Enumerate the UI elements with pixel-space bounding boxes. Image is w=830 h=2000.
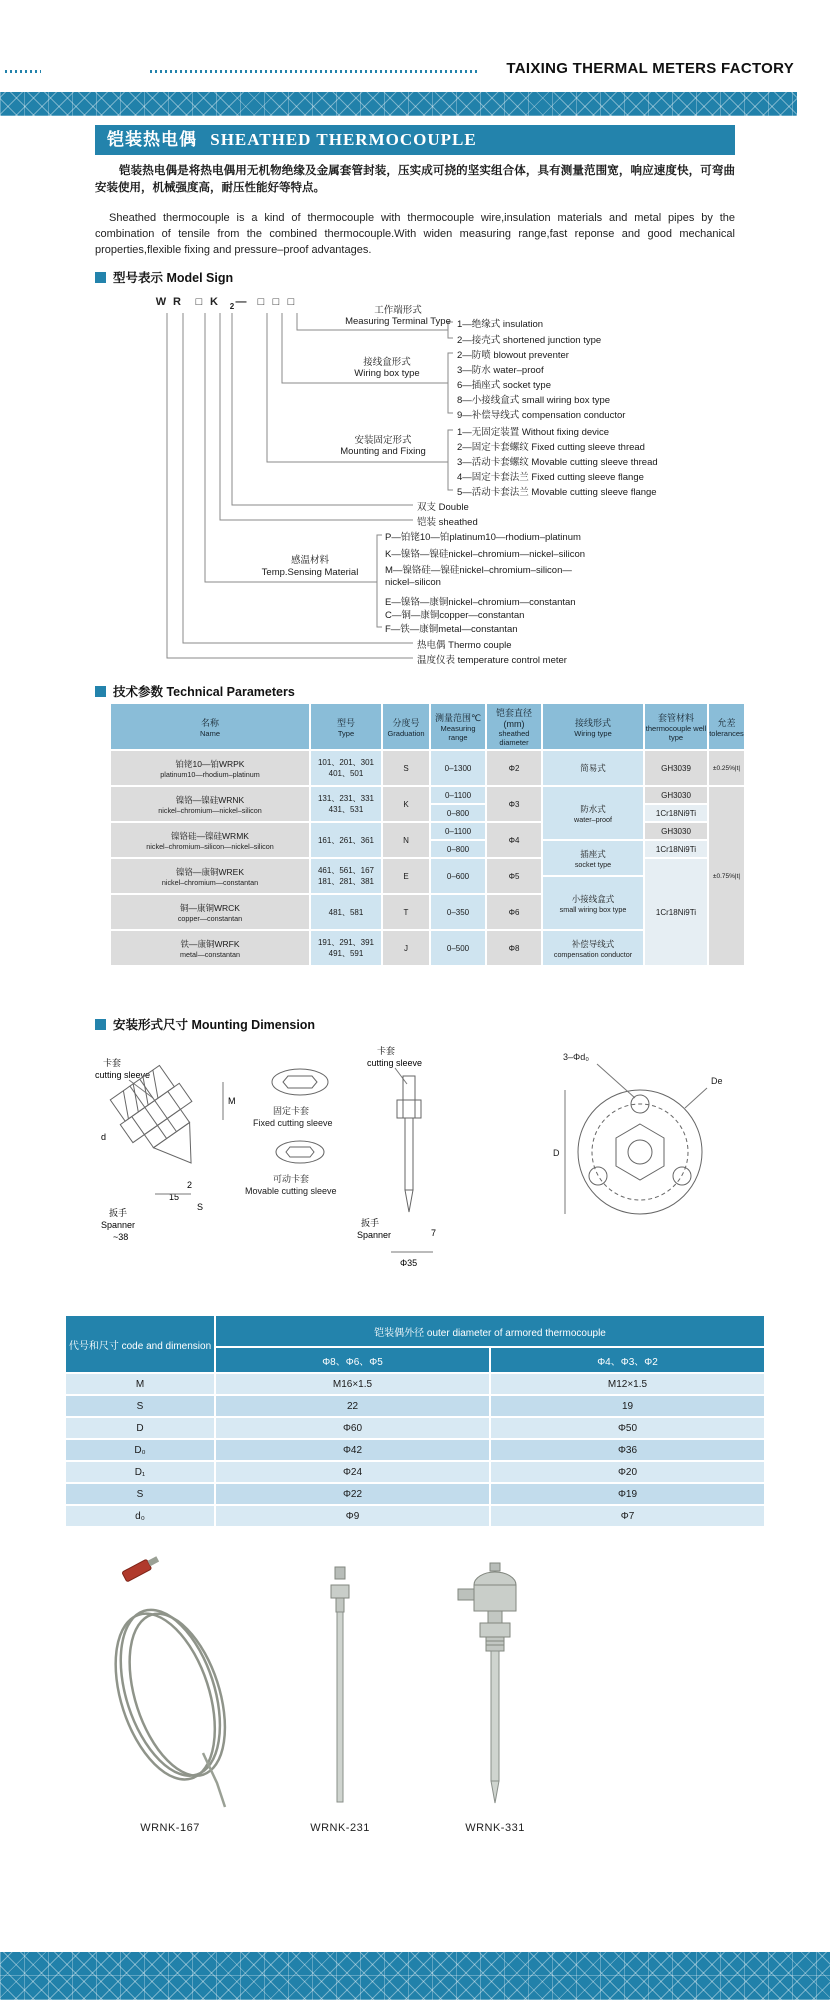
cell-range: 0–600 — [430, 858, 486, 894]
model-code-char: □ — [195, 296, 203, 308]
wiring-item: 6—插座式 socket type — [457, 380, 551, 391]
mounting-dimension-drawings — [95, 1040, 740, 1290]
column-range: 测量范围℃ Measuring range 0–1300 0–1100 0–800 0–1100 0–800 0–600 0–350 0–500 — [430, 703, 486, 966]
section-heading-label: 技术参数 Technical Parameters — [113, 685, 295, 699]
model-code-char: □ — [257, 296, 265, 308]
model-code-char: K — [210, 296, 218, 308]
svg-text:可动卡套: 可动卡套 — [273, 1174, 310, 1184]
cell-graduation: N — [382, 822, 430, 858]
cell-type: 481、581 — [310, 894, 382, 930]
dim-code: D₀ — [65, 1439, 215, 1461]
cell-well: 1Cr18Ni9Ti — [644, 804, 708, 822]
material-item: nickel–silicon — [385, 577, 441, 588]
dim-table-corner-header: 代号和尺寸 code and dimension — [65, 1315, 215, 1373]
branch-label-material-zh: 感温材料 — [290, 555, 329, 566]
svg-text:D: D — [553, 1148, 560, 1158]
column-type: 型号 Type 101、201、301 401、501 131、231、331 431、531 161、261、361 461、561、167 181、281、381 481、581 191、291、391 491、591 — [310, 703, 382, 966]
cell-well: GH3039 — [644, 750, 708, 786]
cell-diameter: Φ5 — [486, 858, 542, 894]
thermo-item: 热电偶 Thermo couple — [417, 640, 512, 651]
svg-text:Spanner: Spanner — [357, 1230, 392, 1240]
material-item: E—镍铬—康铜nickel–chromium—constantan — [385, 597, 576, 608]
dim-value: Φ22 — [215, 1483, 490, 1505]
cell-name: 铂铑10—铂WRPK platinum10—rhodium–platinum — [110, 750, 310, 786]
factory-name: TAIXING THERMAL METERS FACTORY — [506, 60, 794, 77]
svg-text:2: 2 — [187, 1180, 193, 1190]
wiring-item: 9—补偿导线式 compensation conductor — [457, 410, 626, 421]
section-heading-label: 型号表示 Model Sign — [113, 271, 234, 285]
svg-text:Fixed cutting sleeve: Fixed cutting sleeve — [253, 1118, 333, 1128]
model-sign-diagram — [95, 295, 740, 675]
branch-label-wiring-zh: 接线盒形式 — [363, 357, 411, 368]
fixing-item: 5—活动卡套法兰 Movable cutting sleeve flange — [457, 487, 657, 498]
cell-tolerance: ±0.75%|t| — [708, 786, 745, 966]
cell-graduation: E — [382, 858, 430, 894]
svg-text:卡套: 卡套 — [103, 1058, 122, 1068]
branch-label-fixing-en: Mounting and Fixing — [340, 446, 426, 457]
dim-table-row — [65, 1373, 765, 1395]
dim-code: S — [65, 1483, 215, 1505]
dim-table-col1-header: Φ8、Φ6、Φ5 — [215, 1347, 490, 1373]
dim-value: Φ19 — [490, 1483, 765, 1505]
cell-wiring: 补偿导线式 compensation conductor — [542, 930, 644, 966]
dim-table-row — [65, 1395, 765, 1417]
cell-diameter: Φ3 — [486, 786, 542, 822]
decorative-band-bottom — [0, 1952, 830, 2000]
column-well: 套管材料 thermocouple well type GH3039 GH3030 1Cr18Ni9Ti GH3030 1Cr18Ni9Ti 1Cr18Ni9Ti — [644, 703, 708, 966]
column-wiring: 接线形式 Wiring type 简易式 防水式 water–proof 插座式 socket type 小接线盒式 small wiring box type 补偿导线式 compensation conductor — [542, 703, 644, 966]
cell-type: 161、261、361 — [310, 822, 382, 858]
material-item: P—铂铑10—铂platinum10—rhodium–platinum — [385, 532, 581, 543]
model-code-char: W — [155, 296, 167, 308]
svg-text:M: M — [228, 1096, 236, 1106]
cell-name: 镍铬硅—镍硅WRMK nickel–chromium–silicon—nickel–silicon — [110, 822, 310, 858]
movable-sleeve-probe-drawing — [357, 1045, 436, 1268]
cell-type: 461、561、167 181、281、381 — [310, 858, 382, 894]
svg-text:cutting sleeve: cutting sleeve — [95, 1070, 151, 1080]
cell-name: 镍铬—康铜WREK nickel–chromium—constantan — [110, 858, 310, 894]
dim-table-row — [65, 1505, 765, 1527]
branch-label-material-en: Temp.Sensing Material — [261, 567, 359, 578]
measuring-item: 2—接壳式 shortened junction type — [457, 335, 602, 346]
cell-name: 铜—康铜WRCK copper—constantan — [110, 894, 310, 930]
dim-value: M12×1.5 — [490, 1373, 765, 1395]
dim-table-row — [65, 1483, 765, 1505]
decorative-band-top — [0, 92, 797, 116]
fixed-sleeve-section-drawing — [95, 1057, 236, 1242]
model-code-subscript: 2 — [229, 302, 235, 311]
section-heading-label: 安装形式尺寸 Mounting Dimension — [113, 1018, 316, 1032]
branch-label-measuring-en: Measuring Terminal Type — [345, 316, 451, 327]
cell-diameter: Φ8 — [486, 930, 542, 966]
cell-diameter: Φ2 — [486, 750, 542, 786]
dim-table-span-header: 铠装偶外径 outer diameter of armored thermocouple — [215, 1315, 765, 1347]
page-title-en: SHEATHED THERMOCOUPLE — [210, 130, 477, 149]
cell-diameter: Φ4 — [486, 822, 542, 858]
dim-code: M — [65, 1373, 215, 1395]
cell-range: 0–800 — [430, 804, 486, 822]
page-title-zh: 铠装热电偶 — [107, 130, 197, 149]
dim-value: Φ36 — [490, 1439, 765, 1461]
dim-table-row — [65, 1461, 765, 1483]
model-code-dash: — — [235, 296, 247, 308]
header-dotted-rule-left — [5, 70, 41, 73]
dim-table-col2-header: Φ4、Φ3、Φ2 — [490, 1347, 765, 1373]
wiring-item: 3—防水 water–proof — [457, 365, 544, 376]
dim-table-row — [65, 1439, 765, 1461]
measuring-item: 1—绝缘式 insulation — [457, 319, 544, 330]
svg-text:d: d — [101, 1132, 107, 1142]
cell-range: 0–800 — [430, 840, 486, 858]
cell-tolerance: ±0.25%|t| — [708, 750, 745, 786]
cell-range: 0–350 — [430, 894, 486, 930]
branch-label-fixing-zh: 安装固定形式 — [354, 435, 412, 446]
cell-graduation: S — [382, 750, 430, 786]
column-tolerance: 允差 tolerances ±0.25%|t| ±0.75%|t| — [708, 703, 745, 966]
branch-label-measuring-zh: 工作端形式 — [374, 305, 422, 316]
svg-text:Movable cutting sleeve: Movable cutting sleeve — [245, 1186, 337, 1196]
dim-value: Φ50 — [490, 1417, 765, 1439]
cell-well: GH3030 — [644, 786, 708, 804]
mounting-dimension-table — [65, 1315, 765, 1527]
product-photo-head-probe — [440, 1555, 550, 1815]
dim-code: S — [65, 1395, 215, 1417]
dim-value: 19 — [490, 1395, 765, 1417]
material-item: F—铁—康铜metal—constantan — [385, 624, 518, 635]
section-bullet-icon — [95, 272, 106, 283]
dim-value: Φ9 — [215, 1505, 490, 1527]
svg-text:卡套: 卡套 — [377, 1046, 396, 1056]
fixing-item: 4—固定卡套法兰 Fixed cutting sleeve flange — [457, 472, 644, 483]
fixing-item: 2—固定卡套螺纹 Fixed cutting sleeve thread — [457, 442, 645, 453]
intro-paragraph-en: Sheathed thermocouple is a kind of thermocouple with thermocouple wire,insulation materials and metal pipes by the combination of tensile from the combined thermocouple.With widen measuring range,fast reponse and good mechanical properties,flexible fixing and pressure–proof advantages. — [95, 212, 735, 256]
column-diameter: 铠套直径(mm) sheathed diameter Φ2 Φ3 Φ4 Φ5 Φ6 Φ8 — [486, 703, 542, 966]
dim-value: M16×1.5 — [215, 1373, 490, 1395]
flange-drawing — [553, 1052, 723, 1214]
cell-range: 0–500 — [430, 930, 486, 966]
dim-value: Φ24 — [215, 1461, 490, 1483]
svg-text:S: S — [197, 1202, 204, 1212]
intro-paragraph-zh: 铠装热电偶是将热电偶用无机物绝缘及金属套管封装，压实成可挠的坚实组合体，具有测量范围宽，响应速度快，可弯曲安装使用，机械强度高，耐压性能好等特点。 — [95, 165, 735, 194]
column-graduation: 分度号 Graduation S K N E T J — [382, 703, 430, 966]
double-item: 双支 Double — [417, 502, 469, 513]
product-photo-coiled-thermocouple — [105, 1555, 235, 1815]
wiring-item: 8—小接线盒式 small wiring box type — [457, 395, 611, 406]
cell-range: 0–1300 — [430, 750, 486, 786]
section-heading-mounting — [95, 1015, 315, 1033]
material-item: C—铜—康铜copper—constantan — [385, 610, 525, 621]
fixing-item: 1—无固定装置 Without fixing device — [457, 427, 610, 438]
cell-diameter: Φ6 — [486, 894, 542, 930]
dim-code: D₁ — [65, 1461, 215, 1483]
col-header-en: Name — [199, 728, 220, 738]
svg-text:固定卡套: 固定卡套 — [273, 1106, 310, 1116]
dim-value: Φ20 — [490, 1461, 765, 1483]
cell-graduation: T — [382, 894, 430, 930]
section-heading-tech-params — [95, 682, 295, 700]
dim-code: D — [65, 1417, 215, 1439]
product-label: WRNK-231 — [310, 1822, 370, 1834]
cell-wiring: 插座式 socket type — [542, 840, 644, 876]
cell-name: 铁—康铜WRFK metal—constantan — [110, 930, 310, 966]
dim-value: Φ60 — [215, 1417, 490, 1439]
column-name — [110, 703, 310, 966]
svg-text:cutting sleeve: cutting sleeve — [367, 1058, 423, 1068]
dim-table-row — [65, 1417, 765, 1439]
dim-value: Φ42 — [215, 1439, 490, 1461]
branch-label-wiring-en: Wiring box type — [354, 368, 420, 379]
dim-value: Φ7 — [490, 1505, 765, 1527]
cell-name: 镍铬—镍硅WRNK nickel–chromium—nickel–silicon — [110, 786, 310, 822]
section-heading-model-sign — [95, 268, 233, 286]
cell-graduation: J — [382, 930, 430, 966]
product-label: WRNK-167 — [140, 1822, 200, 1834]
svg-text:Φ35: Φ35 — [400, 1258, 418, 1268]
product-label: WRNK-331 — [465, 1822, 525, 1834]
cell-range: 0–1100 — [430, 822, 486, 840]
cell-wiring: 小接线盒式 small wiring box type — [542, 876, 644, 930]
cell-range: 0–1100 — [430, 786, 486, 804]
svg-text:7: 7 — [431, 1228, 437, 1238]
svg-text:扳手: 扳手 — [109, 1208, 128, 1218]
cell-well: 1Cr18Ni9Ti — [644, 840, 708, 858]
svg-text:3–Φd₀: 3–Φd₀ — [563, 1052, 589, 1062]
svg-text:15: 15 — [169, 1192, 180, 1202]
cell-type: 101、201、301 401、501 — [310, 750, 382, 786]
dim-value: 22 — [215, 1395, 490, 1417]
dim-code: d₀ — [65, 1505, 215, 1527]
svg-text:~38: ~38 — [113, 1232, 129, 1242]
section-bullet-icon — [95, 686, 106, 697]
cell-wiring: 简易式 — [542, 750, 644, 786]
cell-well: 1Cr18Ni9Ti — [644, 858, 708, 966]
product-photo-straight-probe — [295, 1555, 385, 1815]
sleeve-top-views-drawing — [245, 1069, 337, 1196]
section-bullet-icon — [95, 1019, 106, 1030]
sheathed-item: 铠装 sheathed — [417, 517, 478, 528]
svg-text:Spanner: Spanner — [101, 1220, 136, 1230]
page-title — [95, 125, 735, 155]
header-dotted-rule — [150, 70, 480, 73]
technical-parameters-table — [110, 703, 745, 966]
model-code-char: □ — [272, 296, 280, 308]
cell-type: 131、231、331 431、531 — [310, 786, 382, 822]
col-header: 名称 — [200, 717, 219, 728]
svg-text:De: De — [711, 1076, 723, 1086]
cell-type: 191、291、391 491、591 — [310, 930, 382, 966]
fixing-item: 3—活动卡套螺纹 Movable cutting sleeve thread — [457, 457, 658, 468]
model-code-char: R — [173, 296, 181, 308]
cell-graduation: K — [382, 786, 430, 822]
svg-text:扳手: 扳手 — [361, 1218, 380, 1228]
model-code-char: □ — [287, 296, 295, 308]
material-item: M—镍铬硅—镍硅nickel–chromium–silicon— — [385, 565, 572, 576]
wiring-item: 2—防喷 blowout preventer — [457, 350, 569, 361]
material-item: K—镍铬—镍硅nickel–chromium—nickel–silicon — [385, 549, 586, 560]
cell-well: GH3030 — [644, 822, 708, 840]
meter-item: 温度仪表 temperature control meter — [417, 655, 567, 666]
cell-wiring: 防水式 water–proof — [542, 786, 644, 840]
